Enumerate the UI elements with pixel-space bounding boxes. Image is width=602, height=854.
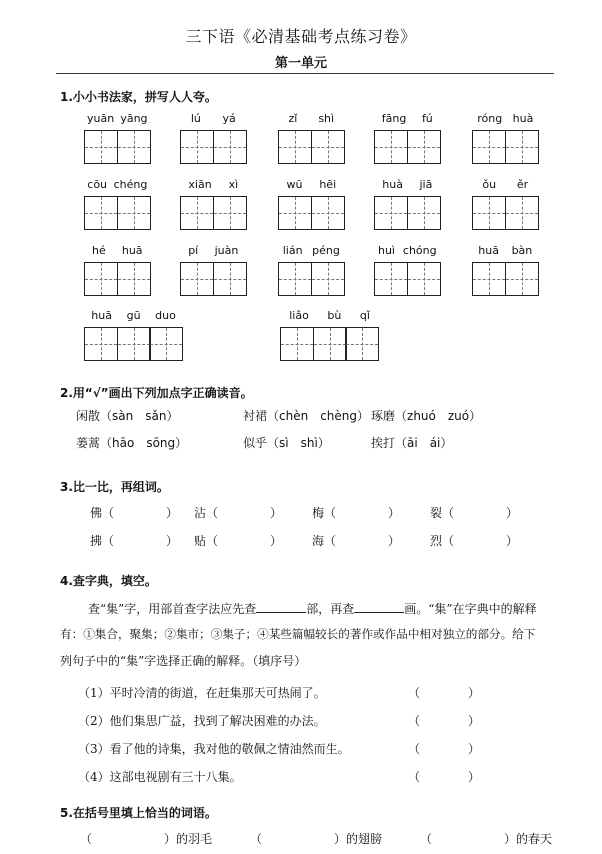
pinyin-syllable: huā xyxy=(91,309,112,322)
pinyin-row xyxy=(472,244,539,257)
tianzige-cell[interactable] xyxy=(374,130,408,164)
tianzige-group xyxy=(374,262,439,296)
tianzige-group xyxy=(180,262,245,296)
pinyin-syllable: huà xyxy=(382,178,403,191)
tianzige-cell[interactable] xyxy=(117,130,151,164)
tianzige-cell[interactable] xyxy=(280,327,314,361)
pinyin-row xyxy=(180,244,247,257)
pinyin-syllable: ǒu xyxy=(482,178,497,191)
pinyin-syllable: lián xyxy=(282,244,303,257)
tianzige-cell[interactable] xyxy=(213,196,247,230)
tianzige-cell[interactable] xyxy=(505,130,539,164)
q2-word: 琢磨 xyxy=(371,409,396,423)
q2-word: 衬裙 xyxy=(243,409,268,423)
q2-pinyin: （sàn sǎn） xyxy=(100,409,179,423)
pinyin-row xyxy=(180,112,247,125)
tianzige-group xyxy=(180,130,245,164)
tianzige-cell[interactable] xyxy=(374,262,408,296)
pinyin-row xyxy=(180,178,247,191)
q2-title: 2.用“√”画出下列加点字正确读音。 xyxy=(60,386,253,400)
q2-pinyin: （āi ái） xyxy=(395,436,453,450)
q2-item-1 xyxy=(76,407,178,424)
q3-close-paren: ） xyxy=(270,506,283,520)
tianzige-cell[interactable] xyxy=(311,262,345,296)
pinyin-syllable: gū xyxy=(126,309,141,322)
tianzige-cell[interactable] xyxy=(84,262,118,296)
q3-char: 佛（ xyxy=(90,506,115,520)
q3-close-paren: ） xyxy=(270,534,283,548)
q3-title: 3.比一比，再组词。 xyxy=(60,480,169,494)
pinyin-syllable: bù xyxy=(327,309,342,322)
pinyin-row xyxy=(374,178,441,191)
q3-compare-item xyxy=(312,532,400,549)
pinyin-syllable: huà xyxy=(512,112,534,125)
tianzige-cell[interactable] xyxy=(117,327,151,361)
pinyin-syllable: róng xyxy=(477,112,503,125)
pinyin-row xyxy=(84,178,151,191)
tianzige-cell[interactable] xyxy=(278,130,312,164)
q4-answer-paren[interactable]: （ ） xyxy=(408,686,481,700)
tianzige-group xyxy=(374,130,439,164)
pinyin-row xyxy=(278,244,345,257)
q3-compare-item xyxy=(430,504,518,521)
q3-close-paren: ） xyxy=(506,534,519,548)
pinyin-syllable: lú xyxy=(190,112,201,125)
pinyin-syllable: hēi xyxy=(319,178,337,191)
pinyin-syllable: fāng xyxy=(381,112,407,125)
q4-sentence: （2）他们集思广益，找到了解决困难的办法。 xyxy=(78,714,326,728)
pinyin-syllable: shì xyxy=(318,112,335,125)
pinyin-row xyxy=(278,112,345,125)
pinyin-row xyxy=(278,178,345,191)
pinyin-syllable: duo xyxy=(155,309,176,322)
pinyin-syllable: cōu xyxy=(87,178,108,191)
pinyin-syllable: yuān xyxy=(87,112,115,125)
q3-close-paren: ） xyxy=(506,506,519,520)
tianzige-cell[interactable] xyxy=(84,130,118,164)
tianzige-cell[interactable] xyxy=(84,327,118,361)
pinyin-row xyxy=(280,309,379,322)
pinyin-syllable: ěr xyxy=(516,178,529,191)
pinyin-syllable: zǐ xyxy=(288,112,298,125)
tianzige-cell[interactable] xyxy=(472,262,506,296)
pinyin-row xyxy=(84,309,183,322)
tianzige-group xyxy=(84,262,149,296)
q5-title: 5.在括号里填上恰当的词语。 xyxy=(60,806,217,820)
pinyin-syllable: péng xyxy=(312,244,340,257)
q3-compare-item xyxy=(194,504,282,521)
pinyin-syllable: yāng xyxy=(120,112,148,125)
tianzige-group xyxy=(278,196,343,230)
q2-item-2 xyxy=(243,407,369,424)
tianzige-cell[interactable] xyxy=(505,262,539,296)
pinyin-syllable: hé xyxy=(92,244,106,257)
q1-title: 1.小小书法家，拼写人人夸。 xyxy=(60,90,217,104)
q5-item-1: （ ）的羽毛 xyxy=(80,832,213,846)
q3-char: 沾（ xyxy=(194,506,219,520)
q4-blank-radical[interactable] xyxy=(256,612,306,613)
tianzige-cell[interactable] xyxy=(213,262,247,296)
tianzige-cell[interactable] xyxy=(180,196,214,230)
tianzige-group xyxy=(472,196,537,230)
tianzige-group xyxy=(472,262,537,296)
tianzige-group xyxy=(84,327,182,361)
q4-sentence: （1）平时冷清的街道，在赶集那天可热闹了。 xyxy=(78,686,326,700)
tianzige-cell[interactable] xyxy=(311,130,345,164)
q2-pinyin: （sì shì） xyxy=(267,436,330,450)
q2-item-3 xyxy=(371,407,481,424)
pinyin-row xyxy=(84,112,151,125)
q4-blank-strokes[interactable] xyxy=(354,612,404,613)
q4-answer-paren[interactable]: （ ） xyxy=(408,714,481,728)
pinyin-syllable: huā xyxy=(121,244,143,257)
pinyin-syllable: juàn xyxy=(214,244,239,257)
q5-item-3: （ ）的春天 xyxy=(420,832,553,846)
pinyin-syllable: yá xyxy=(222,112,236,125)
tianzige-cell[interactable] xyxy=(117,262,151,296)
tianzige-cell[interactable] xyxy=(505,196,539,230)
tianzige-cell[interactable] xyxy=(407,262,441,296)
tianzige-cell[interactable] xyxy=(278,262,312,296)
pinyin-syllable: huā xyxy=(478,244,499,257)
pinyin-syllable: bàn xyxy=(511,244,533,257)
q4-answer-paren[interactable]: （ ） xyxy=(408,742,481,756)
tianzige-cell[interactable] xyxy=(472,196,506,230)
q4-sentence: （3）看了他的诗集，我对他的敬佩之情油然而生。 xyxy=(78,742,350,756)
q4-text: 画。“集”在字典中的解释 xyxy=(404,602,537,616)
tianzige-cell[interactable] xyxy=(311,196,345,230)
q4-line1 xyxy=(88,600,537,617)
pinyin-syllable: chéng xyxy=(113,178,148,191)
tianzige-cell[interactable] xyxy=(313,327,347,361)
tianzige-cell[interactable] xyxy=(180,262,214,296)
q2-word: 闲散 xyxy=(76,409,101,423)
q3-compare-item xyxy=(90,504,178,521)
page-title: 三下语《必清基础考点练习卷》 xyxy=(185,27,417,46)
q4-line3: 列句子中的“集”字选择正确的解释。（填序号） xyxy=(60,654,307,668)
tianzige-group xyxy=(84,130,149,164)
q4-text: 部，再查 xyxy=(306,602,355,616)
q4-answer-paren[interactable]: （ ） xyxy=(408,770,481,784)
q2-pinyin: （chèn chèng） xyxy=(267,409,370,423)
q5-item-2: （ ）的翅膀 xyxy=(250,832,383,846)
q3-close-paren: ） xyxy=(166,506,179,520)
pinyin-row xyxy=(472,178,539,191)
tianzige-cell[interactable] xyxy=(213,130,247,164)
q3-char: 梅（ xyxy=(312,506,337,520)
tianzige-cell[interactable] xyxy=(472,130,506,164)
tianzige-cell[interactable] xyxy=(278,196,312,230)
tianzige-cell[interactable] xyxy=(84,196,118,230)
q3-char: 烈（ xyxy=(430,534,455,548)
tianzige-cell[interactable] xyxy=(117,196,151,230)
q3-compare-item xyxy=(312,504,400,521)
q3-compare-item xyxy=(90,532,178,549)
pinyin-syllable: jiā xyxy=(419,178,433,191)
q2-item-4 xyxy=(76,434,187,451)
tianzige-group xyxy=(278,262,343,296)
tianzige-group xyxy=(278,130,343,164)
q3-char: 裂（ xyxy=(430,506,455,520)
q3-compare-item xyxy=(194,532,282,549)
q3-char: 贴（ xyxy=(194,534,219,548)
pinyin-row xyxy=(472,112,539,125)
pinyin-syllable: wū xyxy=(286,178,303,191)
tianzige-cell[interactable] xyxy=(180,130,214,164)
q3-close-paren: ） xyxy=(388,534,401,548)
tianzige-group xyxy=(472,130,537,164)
q2-pinyin: （hāo sōng） xyxy=(100,436,188,450)
pinyin-row xyxy=(374,112,441,125)
pinyin-syllable: fú xyxy=(421,112,433,125)
pinyin-syllable: pí xyxy=(188,244,199,257)
tianzige-group xyxy=(180,196,245,230)
q2-word: 挨打 xyxy=(371,436,396,450)
tianzige-cell[interactable] xyxy=(407,196,441,230)
q4-line2: 有：①集合，聚集；②集市；③集子；④某些篇幅较长的著作或作品中相对独立的部分。给下 xyxy=(60,627,536,641)
pinyin-syllable: qǐ xyxy=(359,309,370,322)
q4-text: 查“集”字，用部首查字法应先查 xyxy=(88,602,257,616)
q3-char: 拂（ xyxy=(90,534,115,548)
tianzige-group xyxy=(374,196,439,230)
tianzige-cell[interactable] xyxy=(407,130,441,164)
q2-item-5 xyxy=(243,434,330,451)
tianzige-cell[interactable] xyxy=(374,196,408,230)
tianzige-cell[interactable] xyxy=(345,327,379,361)
q4-sentence: （4）这部电视剧有三十八集。 xyxy=(78,770,242,784)
q2-word: 蒌蒿 xyxy=(76,436,101,450)
pinyin-row xyxy=(374,244,441,257)
title-rule xyxy=(56,73,554,74)
tianzige-cell[interactable] xyxy=(149,327,183,361)
tianzige-group xyxy=(280,327,378,361)
q2-pinyin: （zhuó zuó） xyxy=(395,409,482,423)
tianzige-group xyxy=(84,196,149,230)
q3-compare-item xyxy=(430,532,518,549)
q2-item-6 xyxy=(371,434,452,451)
pinyin-row xyxy=(84,244,151,257)
q3-close-paren: ） xyxy=(388,506,401,520)
q3-close-paren: ） xyxy=(166,534,179,548)
pinyin-syllable: xì xyxy=(228,178,239,191)
pinyin-syllable: chóng xyxy=(402,244,437,257)
q4-title: 4.查字典，填空。 xyxy=(60,574,157,588)
q2-word: 似乎 xyxy=(243,436,268,450)
pinyin-syllable: xiān xyxy=(188,178,212,191)
pinyin-syllable: huì xyxy=(377,244,395,257)
pinyin-syllable: liǎo xyxy=(289,309,309,322)
q3-char: 海（ xyxy=(312,534,337,548)
unit-title: 第一单元 xyxy=(274,56,327,71)
